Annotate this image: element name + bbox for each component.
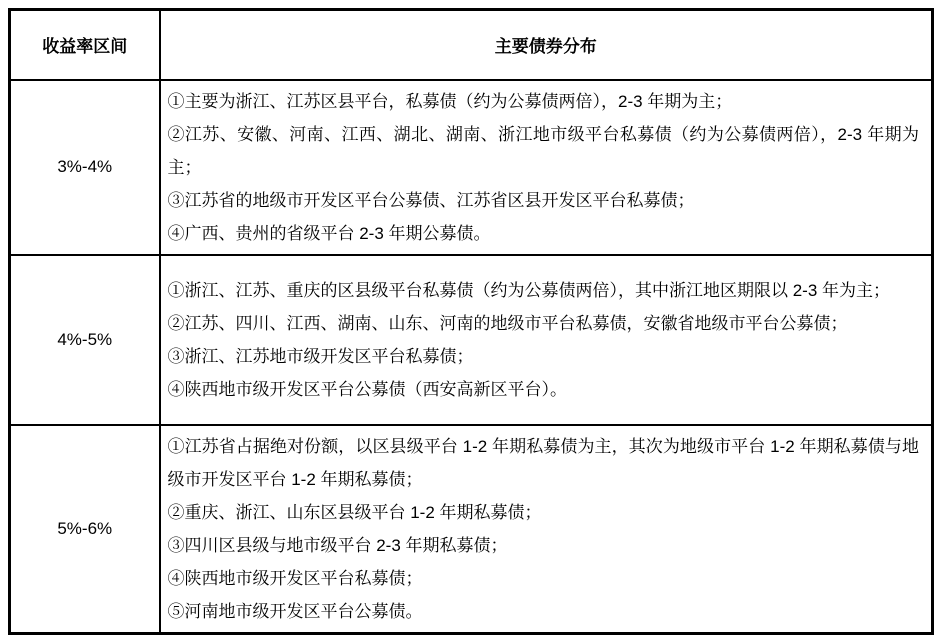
- bond-item: ④广西、贵州的省级平台 2-3 年期公募债。: [167, 223, 491, 243]
- bond-item: ②重庆、浙江、山东区县级平台 1-2 年期私募债；: [167, 502, 542, 522]
- bond-distribution-cell: [160, 255, 933, 425]
- table-row-3-4: [10, 80, 933, 255]
- yield-range-cell: 5%-6%: [10, 425, 160, 634]
- bond-item: ③浙江、江苏地市级开发区平台私募债；: [167, 346, 474, 366]
- yield-distribution-table: [8, 8, 934, 635]
- header-yield-range: 收益率区间: [10, 10, 160, 80]
- header-row: [10, 10, 933, 80]
- bond-item: ②江苏、四川、江西、湖南、山东、河南的地级市平台私募债，安徽省地级市平台公募债；: [167, 313, 848, 333]
- bond-item: ③四川区县级与地市级平台 2-3 年期私募债；: [167, 535, 508, 555]
- bond-item: ④陕西地市级开发区平台公募债（西安高新区平台）。: [167, 379, 567, 399]
- yield-range-cell: 3%-4%: [10, 80, 160, 255]
- bond-distribution-cell: [160, 80, 933, 255]
- yield-range-cell: 4%-5%: [10, 255, 160, 425]
- bond-item: ①主要为浙江、江苏区县平台，私募债（约为公募债两倍），2-3 年期为主；: [167, 91, 733, 111]
- bond-item: ②江苏、安徽、河南、江西、湖北、湖南、浙江地市级平台私募债（约为公募债两倍），2-3 年期为主；: [167, 124, 919, 177]
- table-row-4-5: [10, 255, 933, 425]
- bond-item: ①浙江、江苏、重庆的区县级平台私募债（约为公募债两倍），其中浙江地区期限以 2-3 年为主；: [167, 280, 891, 300]
- bond-item: ①江苏省占据绝对份额，以区县级平台 1-2 年期私募债为主，其次为地级市平台 1-2 年期私募债与地级市开发区平台 1-2 年期私募债；: [167, 436, 919, 489]
- bond-distribution-cell: [160, 425, 933, 634]
- bond-item: ⑤河南地市级开发区平台公募债。: [167, 601, 423, 621]
- bond-item: ④陕西地市级开发区平台私募债；: [167, 568, 423, 588]
- bond-item: ③江苏省的地级市开发区平台公募债、江苏省区县开发区平台私募债；: [167, 190, 695, 210]
- table-row-5-6: [10, 425, 933, 634]
- header-bond-distribution: 主要债券分布: [160, 10, 933, 80]
